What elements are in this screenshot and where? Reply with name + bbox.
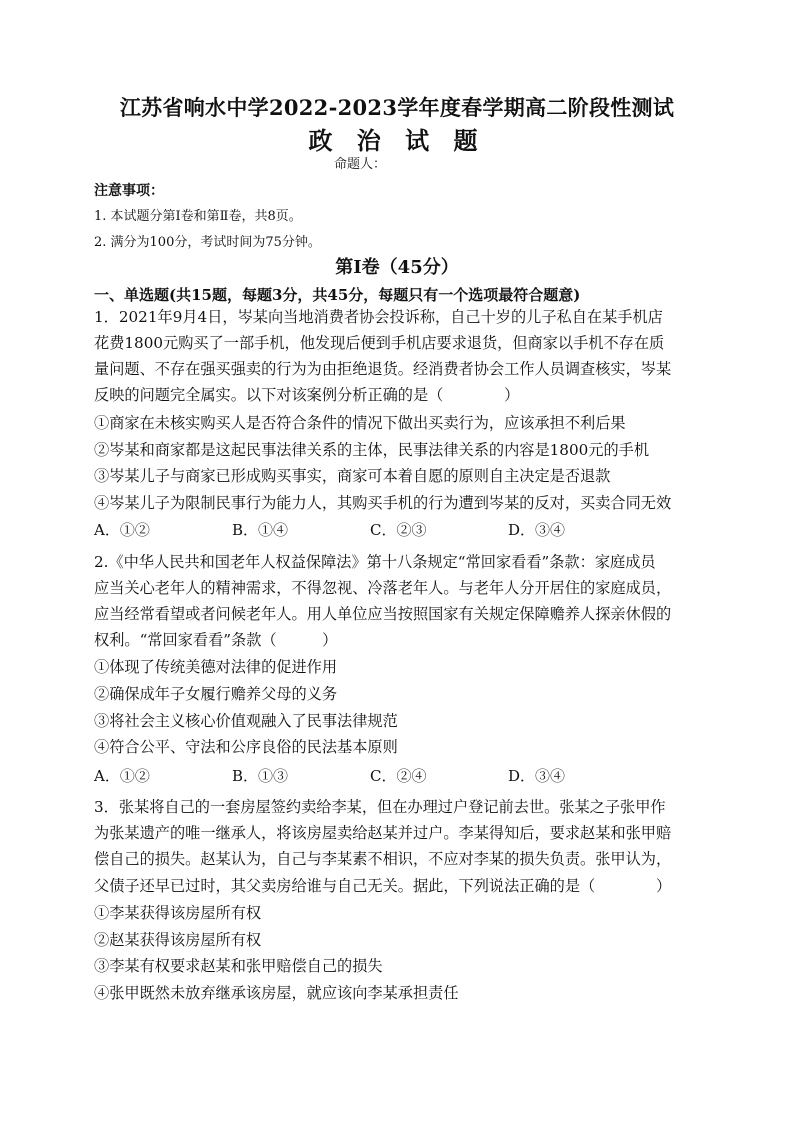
q1-statement: ①商家在未核实购买人是否符合条件的情况下做出买卖行为，应该承担不利后果 bbox=[94, 414, 626, 432]
note-item-2: 2. 满分为100分，考试时间为75分钟。 bbox=[94, 235, 321, 250]
note-item-1: 1. 本试题分第Ⅰ卷和第Ⅱ卷，共8页。 bbox=[94, 209, 302, 224]
q1-line: 1．2021年9月4日，岑某向当地消费者协会投诉称，自己十岁的儿子私自在某手机店 bbox=[94, 308, 663, 326]
q3-statement: ③李某有权要求赵某和张甲赔偿自己的损失 bbox=[94, 957, 383, 975]
q3-statement: ①李某获得该房屋所有权 bbox=[94, 904, 262, 922]
q2-statement: ②确保成年子女履行赡养父母的义务 bbox=[94, 685, 337, 703]
q2-statement: ①体现了传统美德对法律的促进作用 bbox=[94, 658, 337, 676]
q3-statement: ②赵某获得该房屋所有权 bbox=[94, 931, 262, 949]
q2-option-d[interactable]: D．③④ bbox=[508, 767, 566, 785]
q1-line: 花费1800元购买了一部手机，他发现后便到手机店要求退货，但商家以手机不存在质 bbox=[94, 334, 665, 352]
q2-line: 应当关心老年人的精神需求，不得忽视、冷落老年人。与老年人分开居住的家庭成员， bbox=[94, 579, 672, 597]
q3-line: 3．张某将自己的一套房屋签约卖给李某，但在办理过户登记前去世。张某之子张甲作 bbox=[94, 798, 666, 816]
q1-option-a[interactable]: A．①② bbox=[94, 521, 150, 539]
q2-line: 应当经常看望或者问候老年人。用人单位应当按照国家有关规定保障赡养人探亲休假的 bbox=[94, 605, 672, 623]
q3-line: 偿自己的损失。赵某认为，自己与李某素不相识，不应对李某的损失负责。张甲认为， bbox=[94, 850, 672, 868]
q1-option-d[interactable]: D．③④ bbox=[508, 521, 566, 539]
q1-statement: ③岑某儿子与商家已形成购买事实，商家可本着自愿的原则自主决定是否退款 bbox=[94, 467, 611, 485]
q2-statement: ③将社会主义核心价值观融入了民事法律规范 bbox=[94, 712, 398, 730]
q2-statement: ④符合公平、守法和公序良俗的民法基本原则 bbox=[94, 738, 398, 756]
author-label: 命题人： bbox=[334, 157, 387, 172]
section-title: 第Ⅰ卷（45分） bbox=[335, 257, 459, 278]
q3-line: 为张某遗产的唯一继承人，将该房屋卖给赵某并过户。李某得知后，要求赵某和张甲赔 bbox=[94, 824, 672, 842]
q2-option-b[interactable]: B．①③ bbox=[232, 767, 289, 785]
q1-statement: ④岑某儿子为限制民事行为能力人，其购买手机的行为遭到岑某的反对，买卖合同无效 bbox=[94, 494, 672, 512]
q2-line: 2.《中华人民共和国老年人权益保障法》第十八条规定“常回家看看”条款：家庭成员 bbox=[94, 553, 656, 571]
subject-title: 政 治 试 题 bbox=[308, 126, 486, 155]
q3-statement: ④张甲既然未放弃继承该房屋，就应该向李某承担责任 bbox=[94, 984, 459, 1002]
q2-option-c[interactable]: C．②④ bbox=[370, 767, 427, 785]
q1-option-b[interactable]: B．①④ bbox=[232, 521, 289, 539]
q1-option-c[interactable]: C．②③ bbox=[370, 521, 427, 539]
q2-line: 权利。“常回家看看”条款（ ） bbox=[94, 631, 338, 649]
q1-statement: ②岑某和商家都是这起民事法律关系的主体，民事法律关系的内容是1800元的手机 bbox=[94, 441, 650, 459]
exam-title: 江苏省响水中学2022-2023学年度春学期高二阶段性测试 bbox=[119, 95, 675, 120]
q3-line: 父债子还早已过时，其父卖房给谁与自己无关。据此，下列说法正确的是（ ） bbox=[94, 877, 672, 895]
notes-heading: 注意事项： bbox=[94, 183, 164, 199]
q2-option-a[interactable]: A．①② bbox=[94, 767, 150, 785]
q1-line: 量问题、不存在强买强卖的行为为由拒绝退货。经消费者协会工作人员调查核实，岑某 bbox=[94, 360, 672, 378]
part-heading: 一、单选题(共15题，每题3分，共45分，每题只有一个选项最符合题意) bbox=[94, 286, 581, 304]
q1-line: 反映的问题完全属实。以下对该案例分析正确的是（ ） bbox=[94, 386, 520, 404]
